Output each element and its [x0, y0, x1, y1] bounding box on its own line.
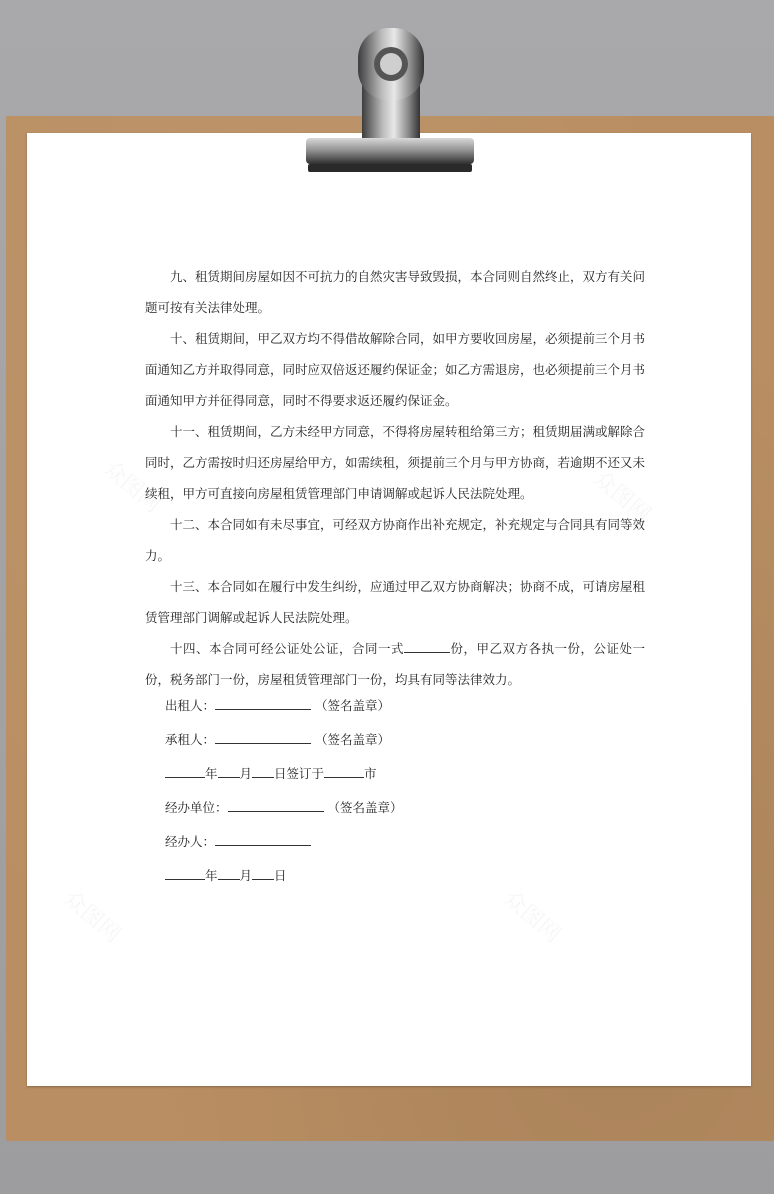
- day-signed-at-label: 日签订于: [274, 766, 325, 781]
- year-blank[interactable]: [165, 763, 205, 778]
- city-label: 市: [364, 766, 377, 781]
- clause-11: 十一、租赁期间，乙方未经甲方同意，不得将房屋转租给第三方；租赁期届满或解除合同时，乙方需按时归还房屋给甲方，如需续租，须提前三个月与甲方协商，若逾期不还又未续租，甲方可直接向房屋租赁管理部门申请调解或起诉人民法院处理。: [145, 424, 646, 501]
- clause-10: 十、租赁期间，甲乙双方均不得借故解除合同，如甲方要收回房屋，必须提前三个月书面通知乙方并取得同意，同时应双倍返还履约保证金；如乙方需退房，也必须提前三个月书面通知甲方并征得同意，同时不得要求返还履约保证金。: [145, 331, 646, 408]
- clause-14-text-b: 份，甲乙双方各执一份，公证处一份，税务部门一份，房屋租赁管理部门一份，均具有同等法律效力。: [145, 641, 645, 687]
- month-blank[interactable]: [218, 763, 240, 778]
- clause-14: [145, 633, 645, 695]
- month-label: 月: [239, 766, 253, 781]
- handler-row: [165, 825, 403, 859]
- signature-block: [165, 689, 403, 893]
- lessor-blank[interactable]: [215, 695, 311, 710]
- watermark: 众图网: [588, 466, 656, 528]
- month-label: 月: [239, 868, 253, 883]
- copies-blank[interactable]: [404, 638, 450, 653]
- lessee-row: [165, 723, 403, 757]
- lessee-blank[interactable]: [215, 729, 311, 744]
- city-blank[interactable]: [324, 763, 364, 778]
- seal-note: （签名盖章）: [315, 698, 391, 713]
- day-blank[interactable]: [252, 865, 274, 880]
- handler-label: 经办人：: [165, 834, 216, 849]
- signing-date-row: [165, 757, 403, 791]
- watermark: 众图网: [98, 456, 166, 518]
- clause-13: 十三、本合同如在履行中发生纠纷，应通过甲乙双方协商解决；协商不成，可请房屋租赁管理部门调解或起诉人民法院处理。: [145, 579, 646, 625]
- agency-row: [165, 791, 403, 825]
- seal-note: （签名盖章）: [315, 732, 391, 747]
- handler-blank[interactable]: [215, 831, 311, 846]
- clause-9: 九、租赁期间房屋如因不可抗力的自然灾害导致毁损，本合同则自然终止，双方有关问题可按有关法律处理。: [145, 269, 646, 315]
- watermark: 众图网: [498, 886, 566, 948]
- clause-12: 十二、本合同如有未尽事宜，可经双方协商作出补充规定，补充规定与合同具有同等效力。: [145, 517, 646, 563]
- agency-label: 经办单位：: [165, 800, 228, 815]
- month-blank[interactable]: [218, 865, 240, 880]
- seal-note: （签名盖章）: [327, 800, 403, 815]
- handler-date-row: [165, 859, 403, 893]
- year-label: 年: [205, 766, 218, 781]
- agency-blank[interactable]: [228, 797, 324, 812]
- contract-body: [145, 261, 645, 695]
- watermark: 众图网: [58, 886, 126, 948]
- lessor-row: [165, 689, 403, 723]
- year-label: 年: [205, 868, 218, 883]
- year-blank[interactable]: [165, 865, 205, 880]
- day-label: 日: [274, 868, 287, 883]
- day-blank[interactable]: [252, 763, 274, 778]
- lessor-label: 出租人：: [165, 698, 216, 713]
- lessee-label: 承租人：: [165, 732, 216, 747]
- clause-14-text-a: 十四、本合同可经公证处公证，合同一式: [170, 641, 404, 656]
